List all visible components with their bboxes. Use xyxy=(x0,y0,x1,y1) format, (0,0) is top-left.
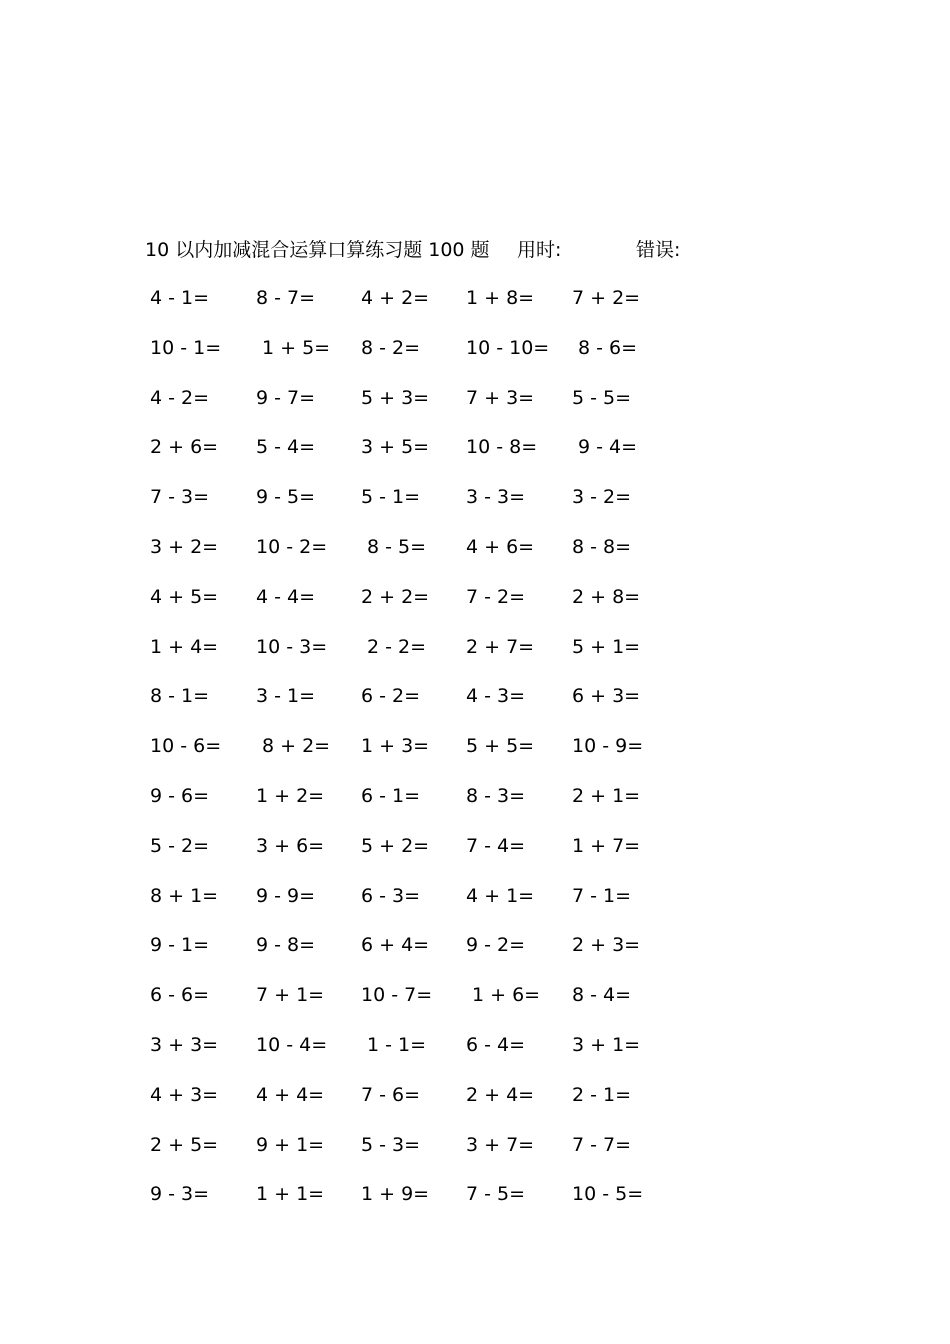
problem-item: 8 + 2= xyxy=(262,735,331,758)
problem-item: 5 - 4= xyxy=(256,436,316,459)
problem-item: 10 - 2= xyxy=(256,535,328,558)
problem-item: 9 + 1= xyxy=(256,1133,325,1156)
problem-item: 4 - 3= xyxy=(466,685,526,708)
problem-item: 5 + 1= xyxy=(572,635,641,658)
problem-item: 5 + 5= xyxy=(466,735,535,758)
problem-item: 4 + 6= xyxy=(466,535,535,558)
problem-item: 4 - 2= xyxy=(150,386,210,409)
problem-item: 10 - 9= xyxy=(572,735,644,758)
problem-item: 2 - 1= xyxy=(572,1083,632,1106)
problem-item: 6 - 4= xyxy=(466,1033,526,1056)
problem-item: 10 - 4= xyxy=(256,1033,328,1056)
problem-item: 6 - 3= xyxy=(361,884,421,907)
problem-item: 6 - 2= xyxy=(361,685,421,708)
problem-item: 4 + 3= xyxy=(150,1083,219,1106)
problem-item: 7 - 5= xyxy=(466,1183,526,1206)
problem-item: 9 - 2= xyxy=(466,934,526,957)
problem-item: 9 - 4= xyxy=(578,436,638,459)
problem-item: 5 - 3= xyxy=(361,1133,421,1156)
problem-item: 8 - 3= xyxy=(466,784,526,807)
problem-item: 4 + 4= xyxy=(256,1083,325,1106)
problem-item: 9 - 6= xyxy=(150,784,210,807)
problem-item: 2 + 6= xyxy=(150,436,219,459)
problem-row xyxy=(150,832,690,882)
problem-item: 10 - 5= xyxy=(572,1183,644,1206)
problem-row xyxy=(150,483,690,533)
problem-row xyxy=(150,384,690,434)
problem-item: 4 + 1= xyxy=(466,884,535,907)
problem-item: 3 + 3= xyxy=(150,1033,219,1056)
problem-item: 5 + 2= xyxy=(361,834,430,857)
problem-item: 7 - 2= xyxy=(466,585,526,608)
problem-item: 5 - 1= xyxy=(361,486,421,509)
problem-row xyxy=(150,433,690,483)
problem-item: 1 + 1= xyxy=(256,1183,325,1206)
problem-item: 10 - 7= xyxy=(361,984,433,1007)
problem-item: 4 + 2= xyxy=(361,287,430,309)
problem-row xyxy=(150,1031,690,1081)
problem-grid xyxy=(150,284,690,1230)
worksheet-title: 10 以内加减混合运算口算练习题 100 题 xyxy=(145,239,490,261)
problem-item: 3 - 1= xyxy=(256,685,316,708)
problem-item: 8 - 5= xyxy=(367,535,427,558)
problem-row xyxy=(150,583,690,633)
problem-row xyxy=(150,533,690,583)
problem-row xyxy=(150,882,690,932)
problem-item: 9 - 5= xyxy=(256,486,316,509)
problem-item: 10 - 6= xyxy=(150,735,222,758)
problem-row xyxy=(150,284,690,334)
problem-item: 5 - 2= xyxy=(150,834,210,857)
problem-row xyxy=(150,1180,690,1230)
worksheet-header xyxy=(145,236,765,264)
problem-item: 3 + 2= xyxy=(150,535,219,558)
problem-item: 1 + 7= xyxy=(572,834,641,857)
problem-item: 7 + 2= xyxy=(572,287,641,309)
problem-item: 3 + 1= xyxy=(572,1033,641,1056)
problem-item: 8 - 6= xyxy=(578,336,638,359)
problem-row xyxy=(150,1131,690,1181)
problem-item: 1 + 6= xyxy=(472,984,541,1007)
problem-item: 4 + 5= xyxy=(150,585,219,608)
problem-item: 9 - 1= xyxy=(150,934,210,957)
problem-item: 7 - 4= xyxy=(466,834,526,857)
problem-item: 3 - 3= xyxy=(466,486,526,509)
problem-item: 2 + 4= xyxy=(466,1083,535,1106)
problem-item: 2 + 1= xyxy=(572,784,641,807)
problem-item: 2 + 2= xyxy=(361,585,430,608)
problem-item: 1 + 4= xyxy=(150,635,219,658)
problem-item: 1 + 9= xyxy=(361,1183,430,1206)
problem-item: 5 - 5= xyxy=(572,386,632,409)
problem-item: 10 - 10= xyxy=(466,336,550,359)
problem-item: 3 + 7= xyxy=(466,1133,535,1156)
error-count-label: 错误: xyxy=(636,239,681,261)
problem-item: 7 + 1= xyxy=(256,984,325,1007)
problem-row xyxy=(150,732,690,782)
problem-item: 6 + 3= xyxy=(572,685,641,708)
problem-item: 9 - 7= xyxy=(256,386,316,409)
problem-item: 7 - 7= xyxy=(572,1133,632,1156)
problem-item: 2 + 8= xyxy=(572,585,641,608)
problem-item: 3 + 5= xyxy=(361,436,430,459)
problem-item: 6 - 6= xyxy=(150,984,210,1007)
problem-item: 1 + 8= xyxy=(466,287,535,309)
problem-item: 1 + 3= xyxy=(361,735,430,758)
problem-item: 2 + 5= xyxy=(150,1133,219,1156)
problem-item: 4 - 1= xyxy=(150,287,210,309)
problem-item: 1 - 1= xyxy=(367,1033,427,1056)
problem-item: 10 - 8= xyxy=(466,436,538,459)
problem-item: 8 - 1= xyxy=(150,685,210,708)
problem-item: 5 + 3= xyxy=(361,386,430,409)
problem-item: 7 + 3= xyxy=(466,386,535,409)
problem-item: 10 - 3= xyxy=(256,635,328,658)
problem-row xyxy=(150,1081,690,1131)
problem-item: 2 + 7= xyxy=(466,635,535,658)
problem-item: 8 - 7= xyxy=(256,287,316,309)
problem-item: 7 - 3= xyxy=(150,486,210,509)
problem-item: 9 - 8= xyxy=(256,934,316,957)
problem-item: 3 + 6= xyxy=(256,834,325,857)
problem-item: 10 - 1= xyxy=(150,336,222,359)
problem-item: 6 + 4= xyxy=(361,934,430,957)
problem-item: 7 - 1= xyxy=(572,884,632,907)
problem-item: 2 + 3= xyxy=(572,934,641,957)
problem-item: 2 - 2= xyxy=(367,635,427,658)
problem-item: 3 - 2= xyxy=(572,486,632,509)
problem-row xyxy=(150,782,690,832)
problem-item: 8 - 4= xyxy=(572,984,632,1007)
problem-item: 8 - 8= xyxy=(572,535,632,558)
problem-item: 8 - 2= xyxy=(361,336,421,359)
problem-row xyxy=(150,633,690,683)
problem-item: 8 + 1= xyxy=(150,884,219,907)
problem-item: 1 + 5= xyxy=(262,336,331,359)
problem-item: 4 - 4= xyxy=(256,585,316,608)
problem-item: 9 - 3= xyxy=(150,1183,210,1206)
time-used-label: 用时: xyxy=(517,239,562,261)
problem-row xyxy=(150,682,690,732)
problem-item: 9 - 9= xyxy=(256,884,316,907)
problem-row xyxy=(150,981,690,1031)
problem-item: 6 - 1= xyxy=(361,784,421,807)
problem-row xyxy=(150,334,690,384)
problem-row xyxy=(150,931,690,981)
problem-item: 7 - 6= xyxy=(361,1083,421,1106)
problem-item: 1 + 2= xyxy=(256,784,325,807)
